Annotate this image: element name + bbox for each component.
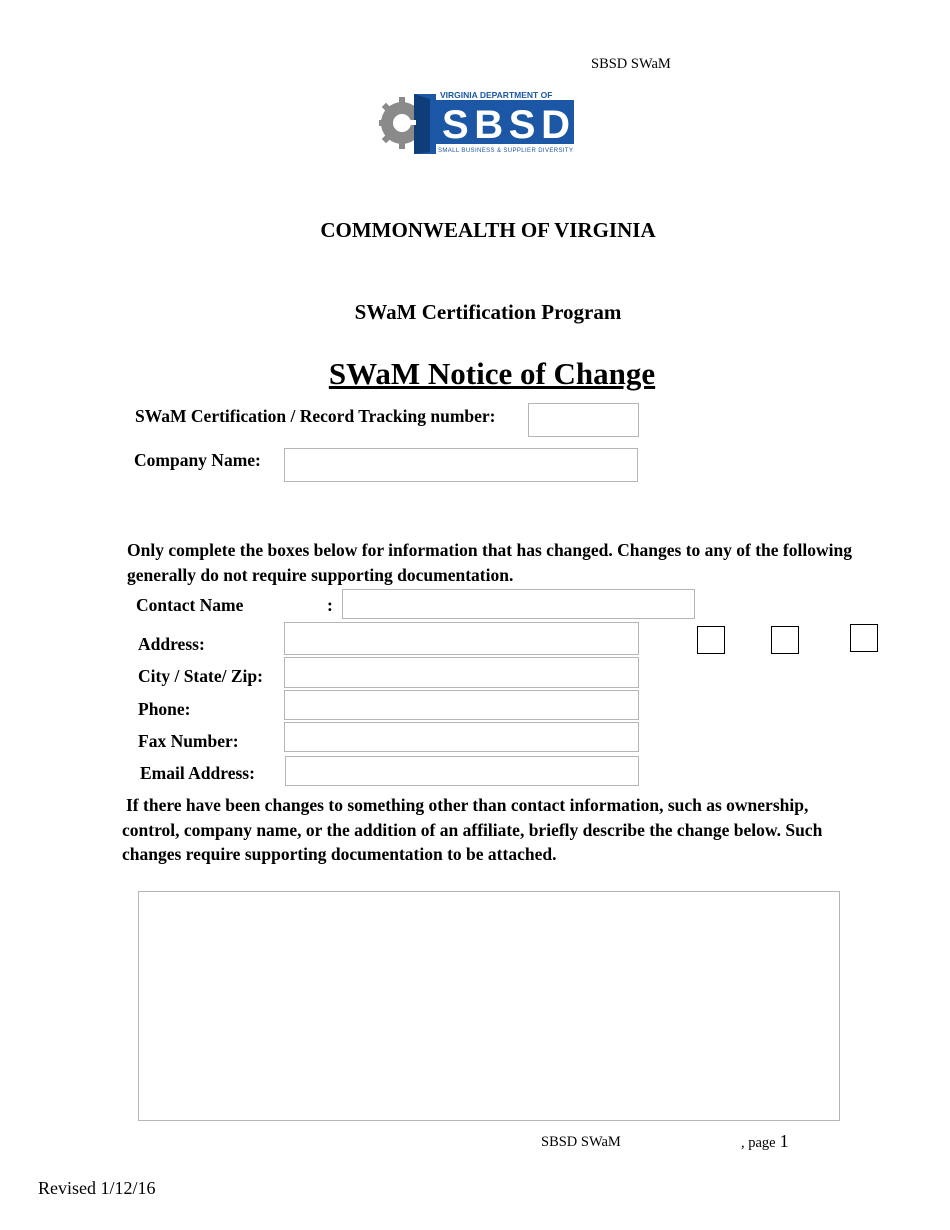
address-input[interactable] (284, 622, 639, 655)
other-changes-instructions: If there have been changes to something other than contact information, such as ownership, control, company name, or the addition of an affiliate, briefly describe the change below. Such changes require supporting documentation to be attached. (122, 795, 823, 864)
revised-date: Revised 1/12/16 (38, 1178, 156, 1198)
sbsd-logo (378, 90, 576, 156)
sbsd-logo-graphic (378, 90, 576, 156)
header-running-title: SBSD SWaM (591, 56, 671, 72)
city-state-zip-input[interactable] (284, 657, 639, 688)
fax-number-input[interactable] (284, 722, 639, 752)
phone-input[interactable] (284, 690, 639, 720)
footer-page-number: 1 (779, 1131, 789, 1151)
email-address-label: Email Address: (140, 763, 255, 783)
contact-name-input[interactable] (342, 589, 695, 619)
company-name-input[interactable] (284, 448, 638, 482)
footer-running-title: SBSD SWaM (541, 1134, 621, 1150)
program-heading: SWaM Certification Program (354, 300, 622, 324)
option-checkbox-2[interactable] (771, 626, 799, 654)
tracking-number-label: SWaM Certification / Record Tracking number: (135, 406, 496, 426)
tracking-number-input[interactable] (528, 403, 639, 437)
page-title: SWaM Notice of Change (328, 356, 656, 391)
contact-instructions: Only complete the boxes below for information that has changed. Changes to any of the following generally do not require supporting documentation. (127, 540, 852, 585)
address-label: Address: (138, 634, 205, 654)
contact-name-colon: : (327, 595, 333, 615)
email-address-input[interactable] (285, 756, 639, 786)
door-icon (408, 94, 436, 154)
footer-page-indicator (741, 1131, 789, 1152)
fax-number-label: Fax Number: (138, 731, 239, 751)
option-checkbox-3[interactable] (850, 624, 878, 652)
logo-sub-line: SMALL BUSINESS & SUPPLIER DIVERSITY (438, 148, 573, 154)
change-description-textarea[interactable] (138, 891, 840, 1121)
company-name-label: Company Name: (134, 450, 261, 470)
logo-acronym: SBSD (442, 103, 570, 147)
commonwealth-heading: COMMONWEALTH OF VIRGINIA (320, 218, 656, 242)
phone-label: Phone: (138, 699, 191, 719)
footer-page-prefix: , page (741, 1135, 776, 1151)
contact-name-label: Contact Name (136, 595, 244, 615)
option-checkbox-1[interactable] (697, 626, 725, 654)
city-state-zip-label: City / State/ Zip: (138, 666, 263, 686)
logo-dept-line: VIRGINIA DEPARTMENT OF (440, 90, 553, 100)
